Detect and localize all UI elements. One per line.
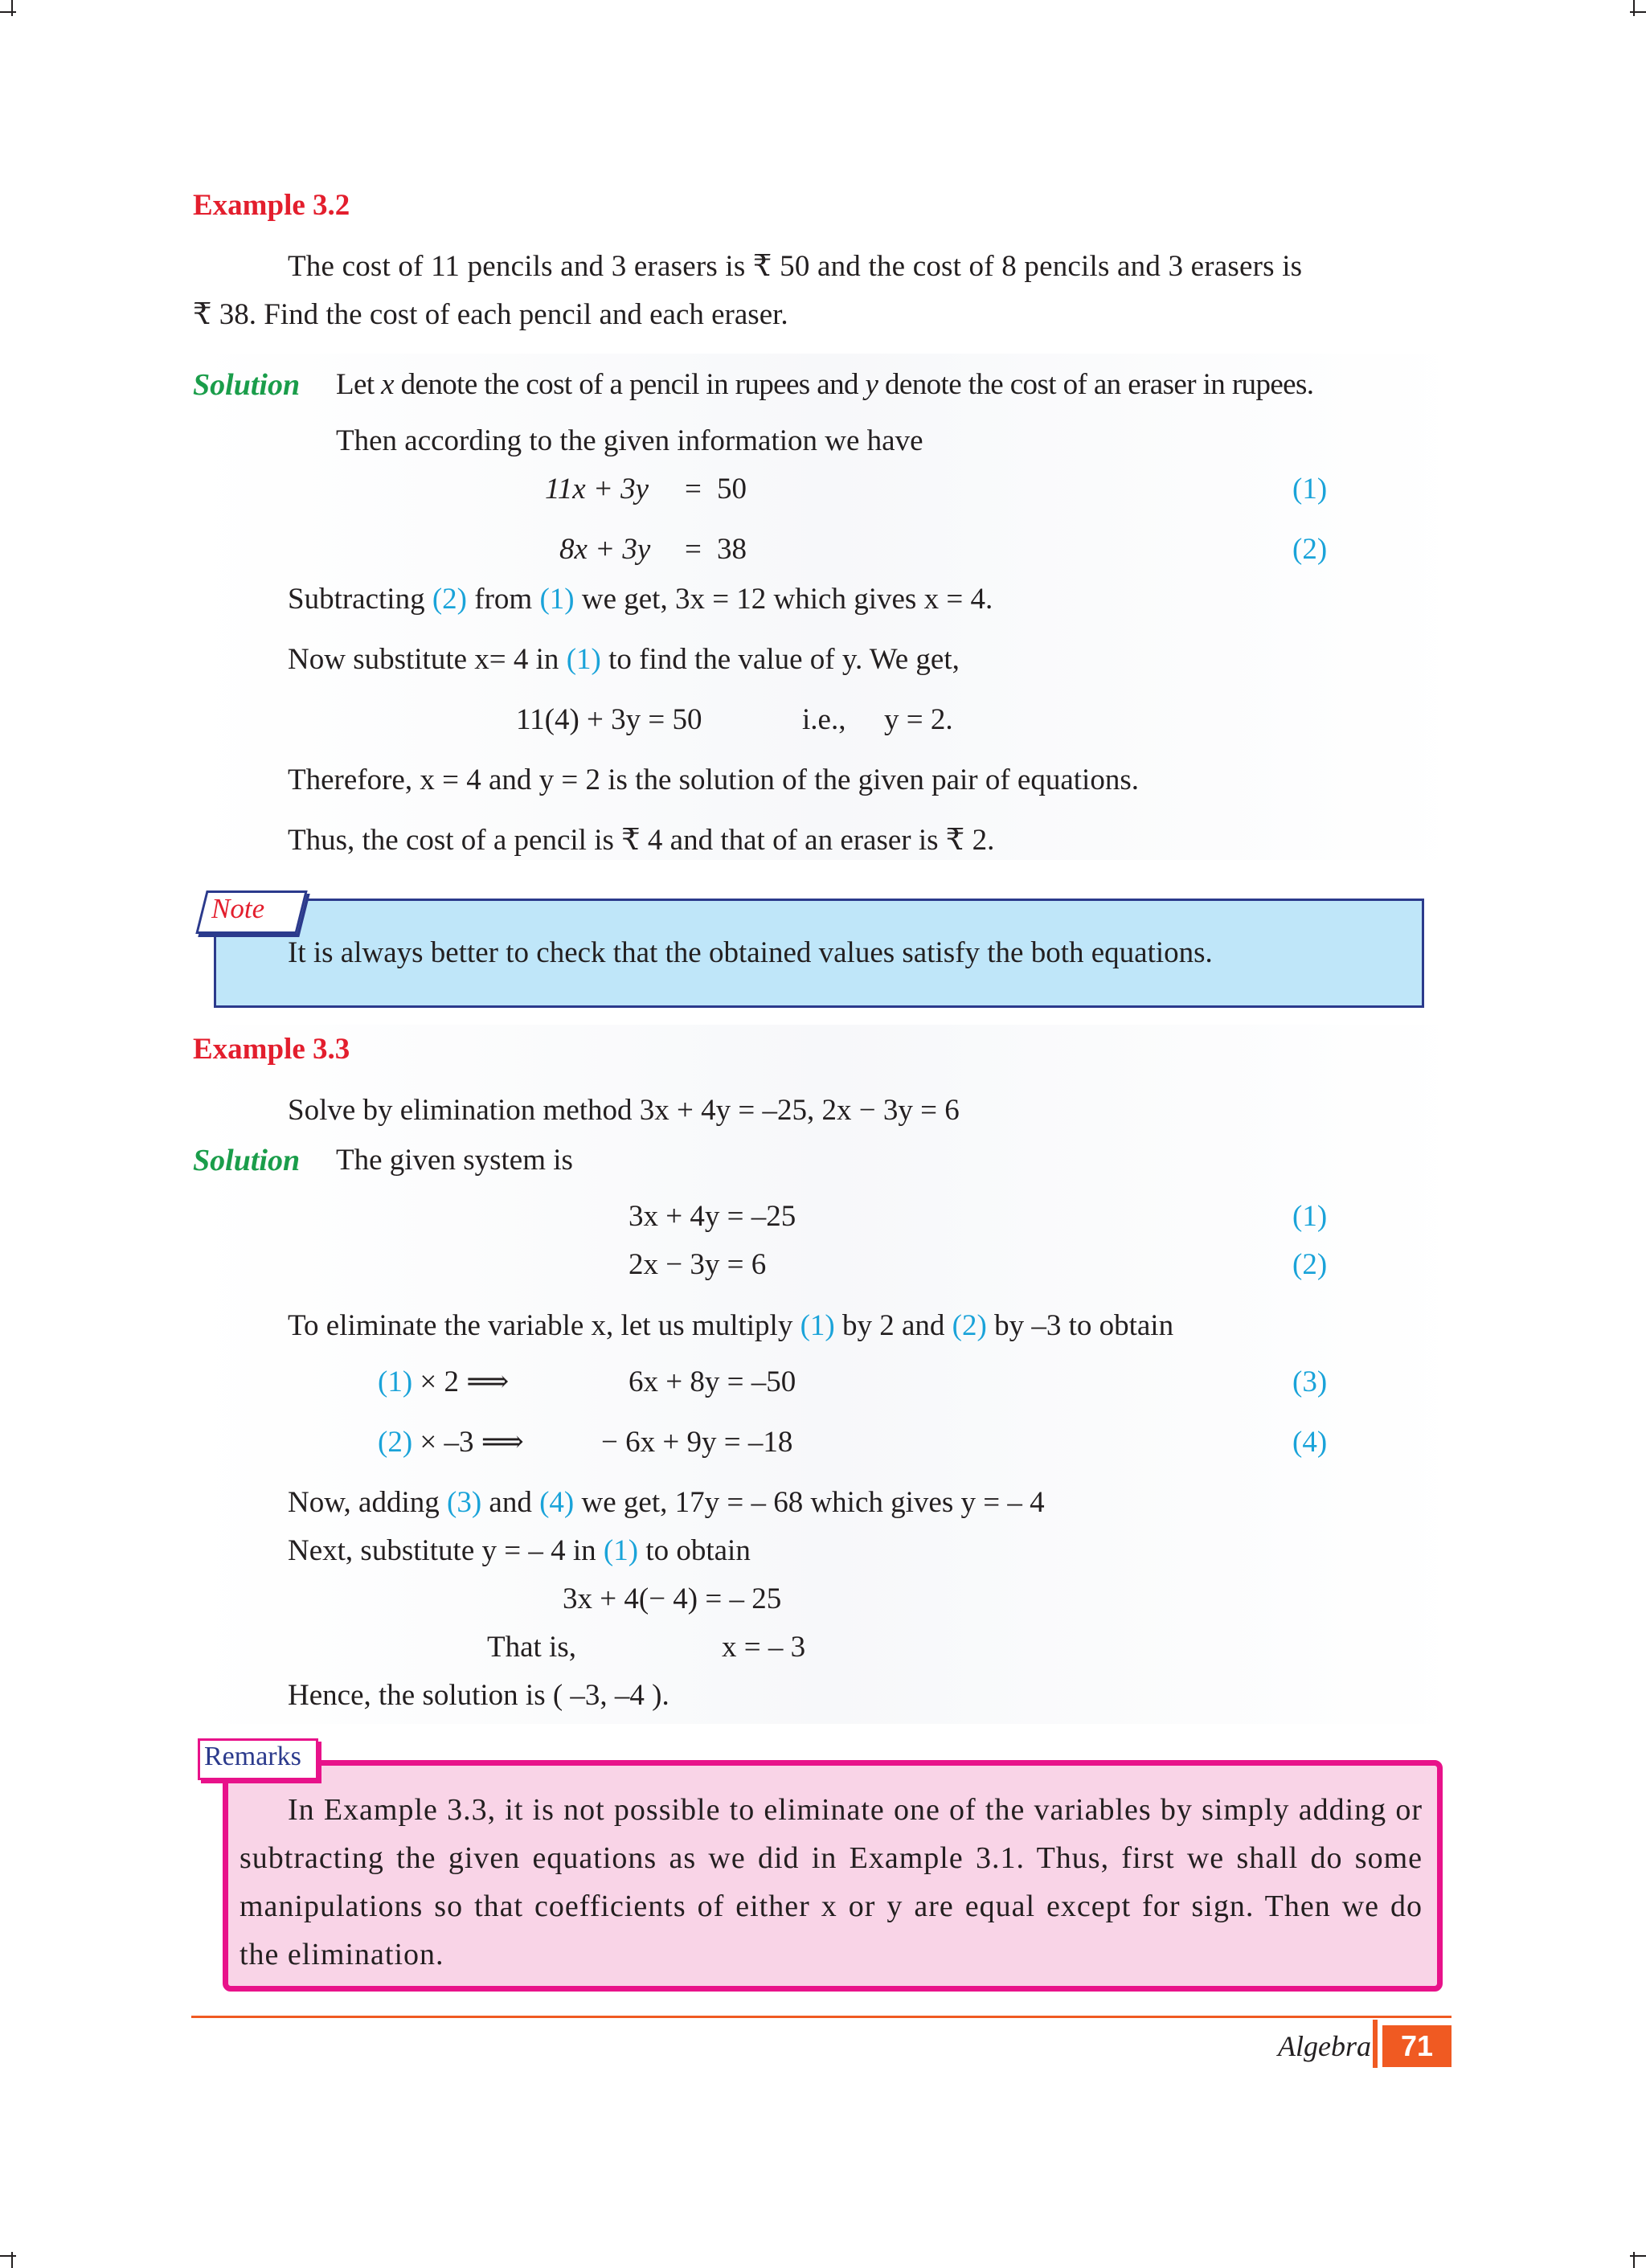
let-text-a: Let	[336, 368, 382, 401]
eq3-operation	[378, 1363, 509, 1402]
subtracting-ref-2: (2)	[432, 583, 467, 616]
note-tag: Note	[211, 893, 265, 924]
problem-line-2: ₹ 38. Find the cost of each pencil and each eraser.	[193, 298, 788, 331]
calc-ie: i.e.,	[802, 703, 846, 736]
eq3-expression: 6x + 8y = –50	[629, 1365, 796, 1398]
eliminate-ref-1: (1)	[800, 1309, 835, 1342]
substitute-text-a: Now substitute x= 4 in	[288, 643, 567, 676]
next-substitute-line	[288, 1532, 751, 1570]
eq4-op: × –3 ⟹	[420, 1426, 524, 1459]
eq2-left: 8x + 3y	[559, 533, 651, 566]
let-text-c: denote the cost of an eraser in rupees.	[878, 368, 1314, 401]
eq3-op: × 2 ⟹	[420, 1365, 510, 1398]
then-line: Then according to the given information we have	[336, 424, 923, 457]
crop-mark-top-left-v	[11, 0, 13, 16]
thus-line: Thus, the cost of a pencil is ₹ 4 and that of an eraser is ₹ 2.	[288, 824, 995, 857]
crop-mark-top-left-h	[0, 11, 16, 13]
e33-eq2: 2x − 3y = 6	[629, 1248, 767, 1281]
e33-eq1: 3x + 4y = –25	[629, 1200, 796, 1233]
problem-line-1: The cost of 11 pencils and 3 erasers is ₹ 50 and the cost of 8 pencils and 3 erasers is	[288, 250, 1303, 283]
eq2-tag: (2)	[1292, 533, 1328, 566]
eq1-right: 50	[717, 473, 747, 506]
eq4-operation	[378, 1423, 524, 1462]
footer-separator	[1373, 2020, 1378, 2068]
adding-ref-4: (4)	[539, 1486, 575, 1519]
subtracting-text-b: from	[467, 583, 540, 616]
eliminate-text-a: To eliminate the variable x, let us multiply	[288, 1309, 800, 1342]
substitute-text-b: to find the value of y. We get,	[600, 643, 960, 676]
solution-let-line	[336, 366, 1313, 404]
eq3-tag: (3)	[1292, 1365, 1328, 1398]
x-result: x = – 3	[722, 1631, 806, 1664]
substitute-line	[288, 641, 960, 679]
subtracting-ref-1: (1)	[539, 583, 575, 616]
calc-right: y = 2.	[884, 703, 953, 736]
eq2-equals: =	[685, 533, 702, 566]
calc-left: 11(4) + 3y = 50	[516, 703, 702, 736]
let-var-x: x	[381, 368, 394, 401]
eq1-equals: =	[685, 473, 702, 506]
next-text-b: to obtain	[638, 1534, 751, 1567]
eq1-left: 11x + 3y	[545, 473, 649, 506]
example-3-2-heading: Example 3.2	[193, 189, 350, 222]
crop-mark-bottom-left-v	[11, 2252, 13, 2268]
example-3-3-problem: Solve by elimination method 3x + 4y = –25, 2x − 3y = 6	[288, 1094, 960, 1127]
eq4-expression: − 6x + 9y = –18	[601, 1426, 793, 1459]
that-is-label: That is,	[487, 1631, 576, 1664]
remarks-text: In Example 3.3, it is not possible to eliminate one of the variables by simply adding or subtracting the given equations as we did in Example 3.1. Thus, first we shall do some manipulations so that coefficients of either x or y are equal except for sign. Then we do the elimination.	[240, 1793, 1423, 1971]
remarks-tag: Remarks	[204, 1742, 301, 1771]
eq4-ref: (2)	[378, 1426, 413, 1459]
eliminate-text-c: by –3 to obtain	[986, 1309, 1174, 1342]
eliminate-ref-2: (2)	[952, 1309, 987, 1342]
e33-eq2-tag: (2)	[1292, 1248, 1328, 1281]
let-text-b: denote the cost of a pencil in rupees and	[393, 368, 866, 401]
hence-line: Hence, the solution is ( –3, –4 ).	[288, 1679, 669, 1712]
e33-eq1-tag: (1)	[1292, 1200, 1328, 1233]
crop-mark-bottom-right-v	[1633, 2252, 1635, 2268]
adding-text-b: and	[481, 1486, 540, 1519]
page-number: 71	[1382, 2025, 1452, 2067]
eq1-tag: (1)	[1292, 473, 1328, 506]
let-var-y: y	[865, 368, 878, 401]
given-system: The given system is	[336, 1144, 573, 1177]
eq2-right: 38	[717, 533, 747, 566]
note-text: It is always better to check that the obtained values satisfy the both equations.	[288, 936, 1213, 969]
substitute-ref-1: (1)	[566, 643, 601, 676]
next-ref-1: (1)	[603, 1534, 639, 1567]
eliminate-line	[288, 1307, 1173, 1345]
therefore-line: Therefore, x = 4 and y = 2 is the solution of the given pair of equations.	[288, 764, 1139, 796]
subtracting-text-c: we get, 3x = 12 which gives x = 4.	[574, 583, 993, 616]
solution-label-1: Solution	[193, 368, 301, 402]
eq3-ref: (1)	[378, 1365, 413, 1398]
adding-line	[288, 1484, 1045, 1522]
adding-text-a: Now, adding	[288, 1486, 447, 1519]
crop-mark-bottom-right-h	[1630, 2255, 1646, 2257]
subtracting-text-a: Subtracting	[288, 583, 432, 616]
adding-text-c: we get, 17y = – 68 which gives y = – 4	[574, 1486, 1045, 1519]
subtracting-line	[288, 580, 993, 619]
crop-mark-top-right-v	[1633, 0, 1635, 16]
eliminate-text-b: by 2 and	[834, 1309, 952, 1342]
next-text-a: Next, substitute y = – 4 in	[288, 1534, 604, 1567]
solution-label-2: Solution	[193, 1144, 301, 1177]
example-3-3-heading: Example 3.3	[193, 1033, 350, 1066]
crop-mark-bottom-left-h	[0, 2255, 16, 2257]
adding-ref-3: (3)	[447, 1486, 482, 1519]
footer-section-label: Algebra	[1278, 2030, 1371, 2062]
footer-rule	[191, 2016, 1452, 2018]
eq4-tag: (4)	[1292, 1426, 1328, 1459]
substituted-equation: 3x + 4(− 4) = – 25	[563, 1582, 782, 1615]
crop-mark-top-right-h	[1630, 11, 1646, 13]
